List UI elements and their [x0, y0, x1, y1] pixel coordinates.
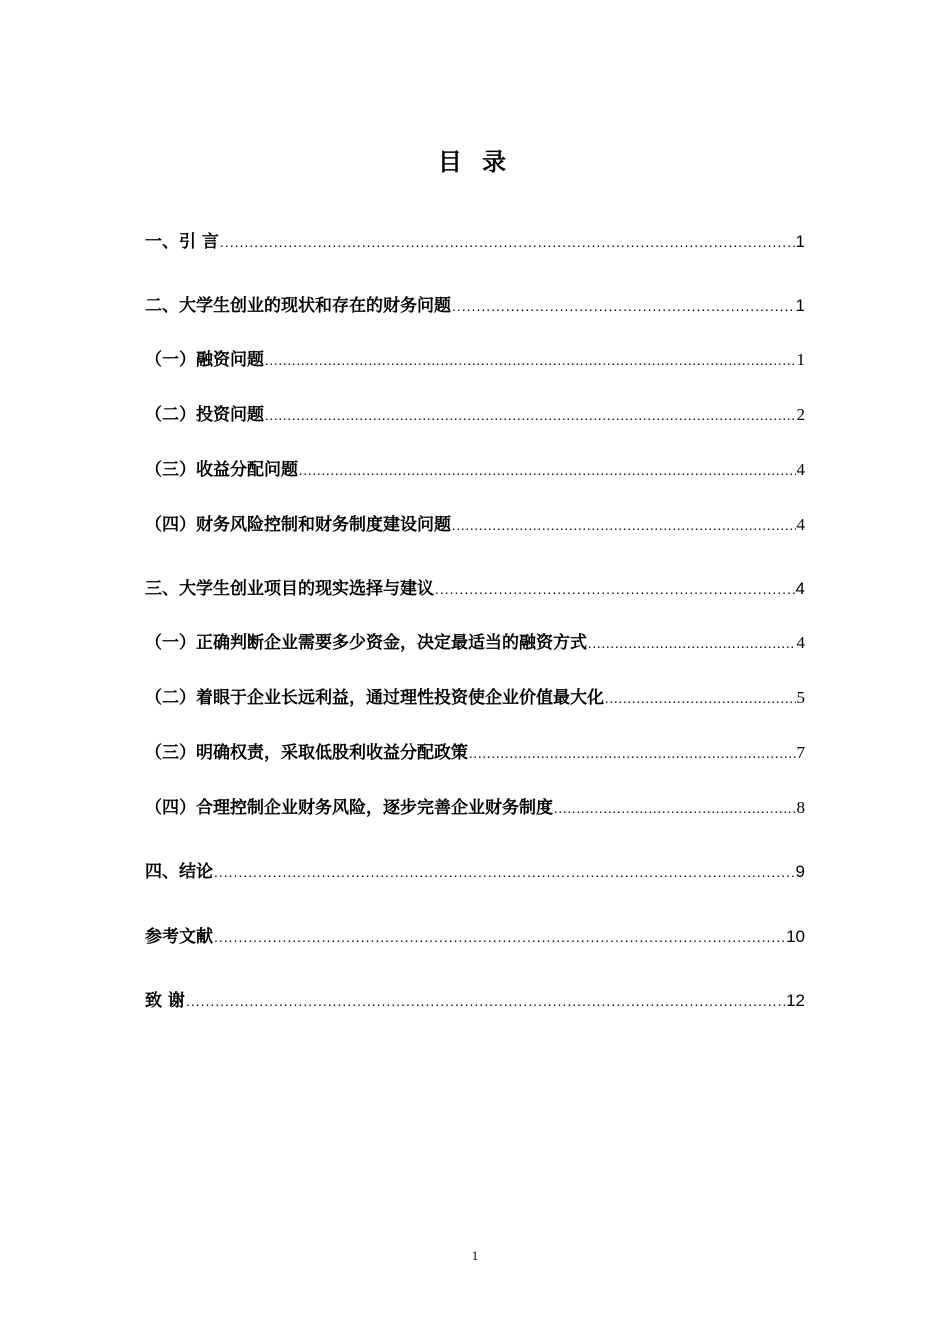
toc-entry[interactable] [145, 458, 805, 484]
toc-entry[interactable] [145, 230, 805, 254]
toc-entry[interactable] [145, 989, 805, 1013]
toc-entry[interactable] [145, 925, 805, 949]
toc-entry-page: 1 [795, 232, 805, 251]
toc-entry[interactable] [145, 741, 805, 767]
toc-entry-text: （二）投资问题 [145, 405, 264, 425]
toc-leader-dots [265, 405, 796, 429]
toc-entry-text: 四、结论 [145, 862, 213, 882]
toc-entry[interactable] [145, 686, 805, 712]
toc-leader-dots [299, 460, 796, 484]
toc-leader-dots [588, 633, 796, 657]
toc-entry[interactable] [145, 860, 805, 884]
toc-entry-page: 12 [786, 991, 805, 1010]
toc-entry-text: 一、引 言 [145, 232, 219, 252]
toc-entry-text: （一）融资问题 [145, 350, 264, 370]
footer-page-number: 1 [471, 1248, 479, 1263]
toc-leader-dots [265, 350, 796, 374]
toc-entry[interactable] [145, 348, 805, 374]
toc-leader-dots [186, 989, 785, 1013]
toc-entry-page: 2 [796, 405, 805, 424]
toc-entry-text: 参考文献 [145, 927, 213, 947]
toc-leader-dots [452, 294, 795, 318]
toc-entry-text: 二、大学生创业的现状和存在的财务问题 [145, 296, 451, 316]
toc-leader-dots [469, 743, 796, 767]
toc-entry-page: 4 [796, 515, 805, 534]
toc-leader-dots [214, 860, 795, 884]
toc-entry-page: 7 [796, 743, 805, 762]
toc-entry-page: 5 [796, 688, 805, 707]
toc-entry-text: （三）收益分配问题 [145, 460, 298, 480]
toc-leader-dots [220, 230, 795, 254]
toc-entry-text: （四）合理控制企业财务风险，逐步完善企业财务制度 [145, 798, 553, 818]
toc-entry[interactable] [145, 513, 805, 539]
toc-entry-page: 8 [796, 798, 805, 817]
toc-leader-dots [554, 798, 796, 822]
toc-leader-dots [452, 515, 796, 539]
toc-entry-page: 1 [795, 296, 805, 315]
toc-entry-text: （四）财务风险控制和财务制度建设问题 [145, 515, 451, 535]
toc-entry-page: 4 [796, 460, 805, 479]
toc-entry-text: （一）正确判断企业需要多少资金，决定最适当的融资方式 [145, 633, 587, 653]
toc-entry[interactable] [145, 796, 805, 822]
toc-entry[interactable] [145, 631, 805, 657]
toc-entry[interactable] [145, 403, 805, 429]
toc-entry-text: 致 谢 [145, 991, 185, 1011]
toc-entry-page: 10 [786, 927, 805, 946]
toc-entry-text: 三、大学生创业项目的现实选择与建议 [145, 579, 434, 599]
toc-entry[interactable] [145, 294, 805, 318]
toc-entry-page: 4 [796, 633, 805, 652]
toc-entry-text: （三）明确权责，采取低股利收益分配政策 [145, 743, 468, 763]
toc-entry-page: 4 [795, 579, 805, 598]
toc-entry[interactable] [145, 577, 805, 601]
toc-entry-text: （二）着眼于企业长远利益，通过理性投资使企业价值最大化 [145, 688, 604, 708]
toc-leader-dots [214, 925, 785, 949]
toc-entry-page: 1 [796, 350, 805, 369]
page-title: 目 录 [437, 148, 513, 176]
toc-entry-page: 9 [795, 862, 805, 881]
toc-leader-dots [605, 688, 796, 712]
toc-leader-dots [435, 577, 795, 601]
